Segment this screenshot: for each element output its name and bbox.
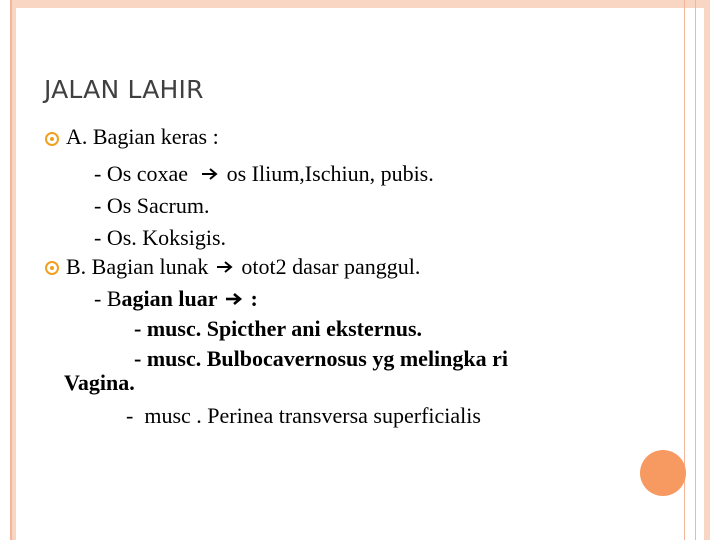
slide-title: JALAN LAHIR — [44, 75, 204, 104]
item-b-label — [66, 254, 420, 280]
item-b-sub2-cont: Vagina. — [64, 370, 135, 395]
item-b-label-post: otot2 dasar panggul. — [241, 254, 421, 279]
item-a-line1-post: os Ilium,Ischiun, pubis. — [226, 161, 434, 186]
item-b-luar — [94, 286, 258, 312]
sun-bullet-icon — [45, 132, 59, 146]
right-border-line-outer — [695, 0, 696, 540]
right-arrow-icon — [201, 167, 219, 181]
item-a-line1-pre: - Os coxae — [94, 161, 189, 186]
item-b-luar-colon: : — [250, 286, 258, 311]
item-a-line3: - Os. Koksigis. — [94, 225, 227, 250]
item-a-line1 — [94, 161, 434, 187]
item-b-label-pre: B. Bagian lunak — [66, 254, 209, 279]
decorative-circle — [640, 450, 686, 496]
item-b-sub3: - musc . Perinea transversa superficialis — [126, 403, 481, 428]
sun-bullet-icon — [45, 261, 59, 275]
item-b-luar-pre: - B — [94, 286, 122, 311]
item-a-label: A. Bagian keras : — [66, 124, 219, 149]
item-b-luar-bold: agian luar — [121, 286, 218, 311]
right-arrow-icon — [216, 260, 234, 274]
right-border-line — [684, 0, 685, 540]
left-border-line — [10, 0, 12, 540]
item-b-sub1: - musc. Spicther ani eksternus. — [134, 316, 423, 341]
item-b-sub2: - musc. Bulbocavernosus yg melingka ri — [134, 346, 509, 371]
item-a-line2: - Os Sacrum. — [94, 193, 210, 218]
right-arrow-icon — [225, 292, 243, 306]
